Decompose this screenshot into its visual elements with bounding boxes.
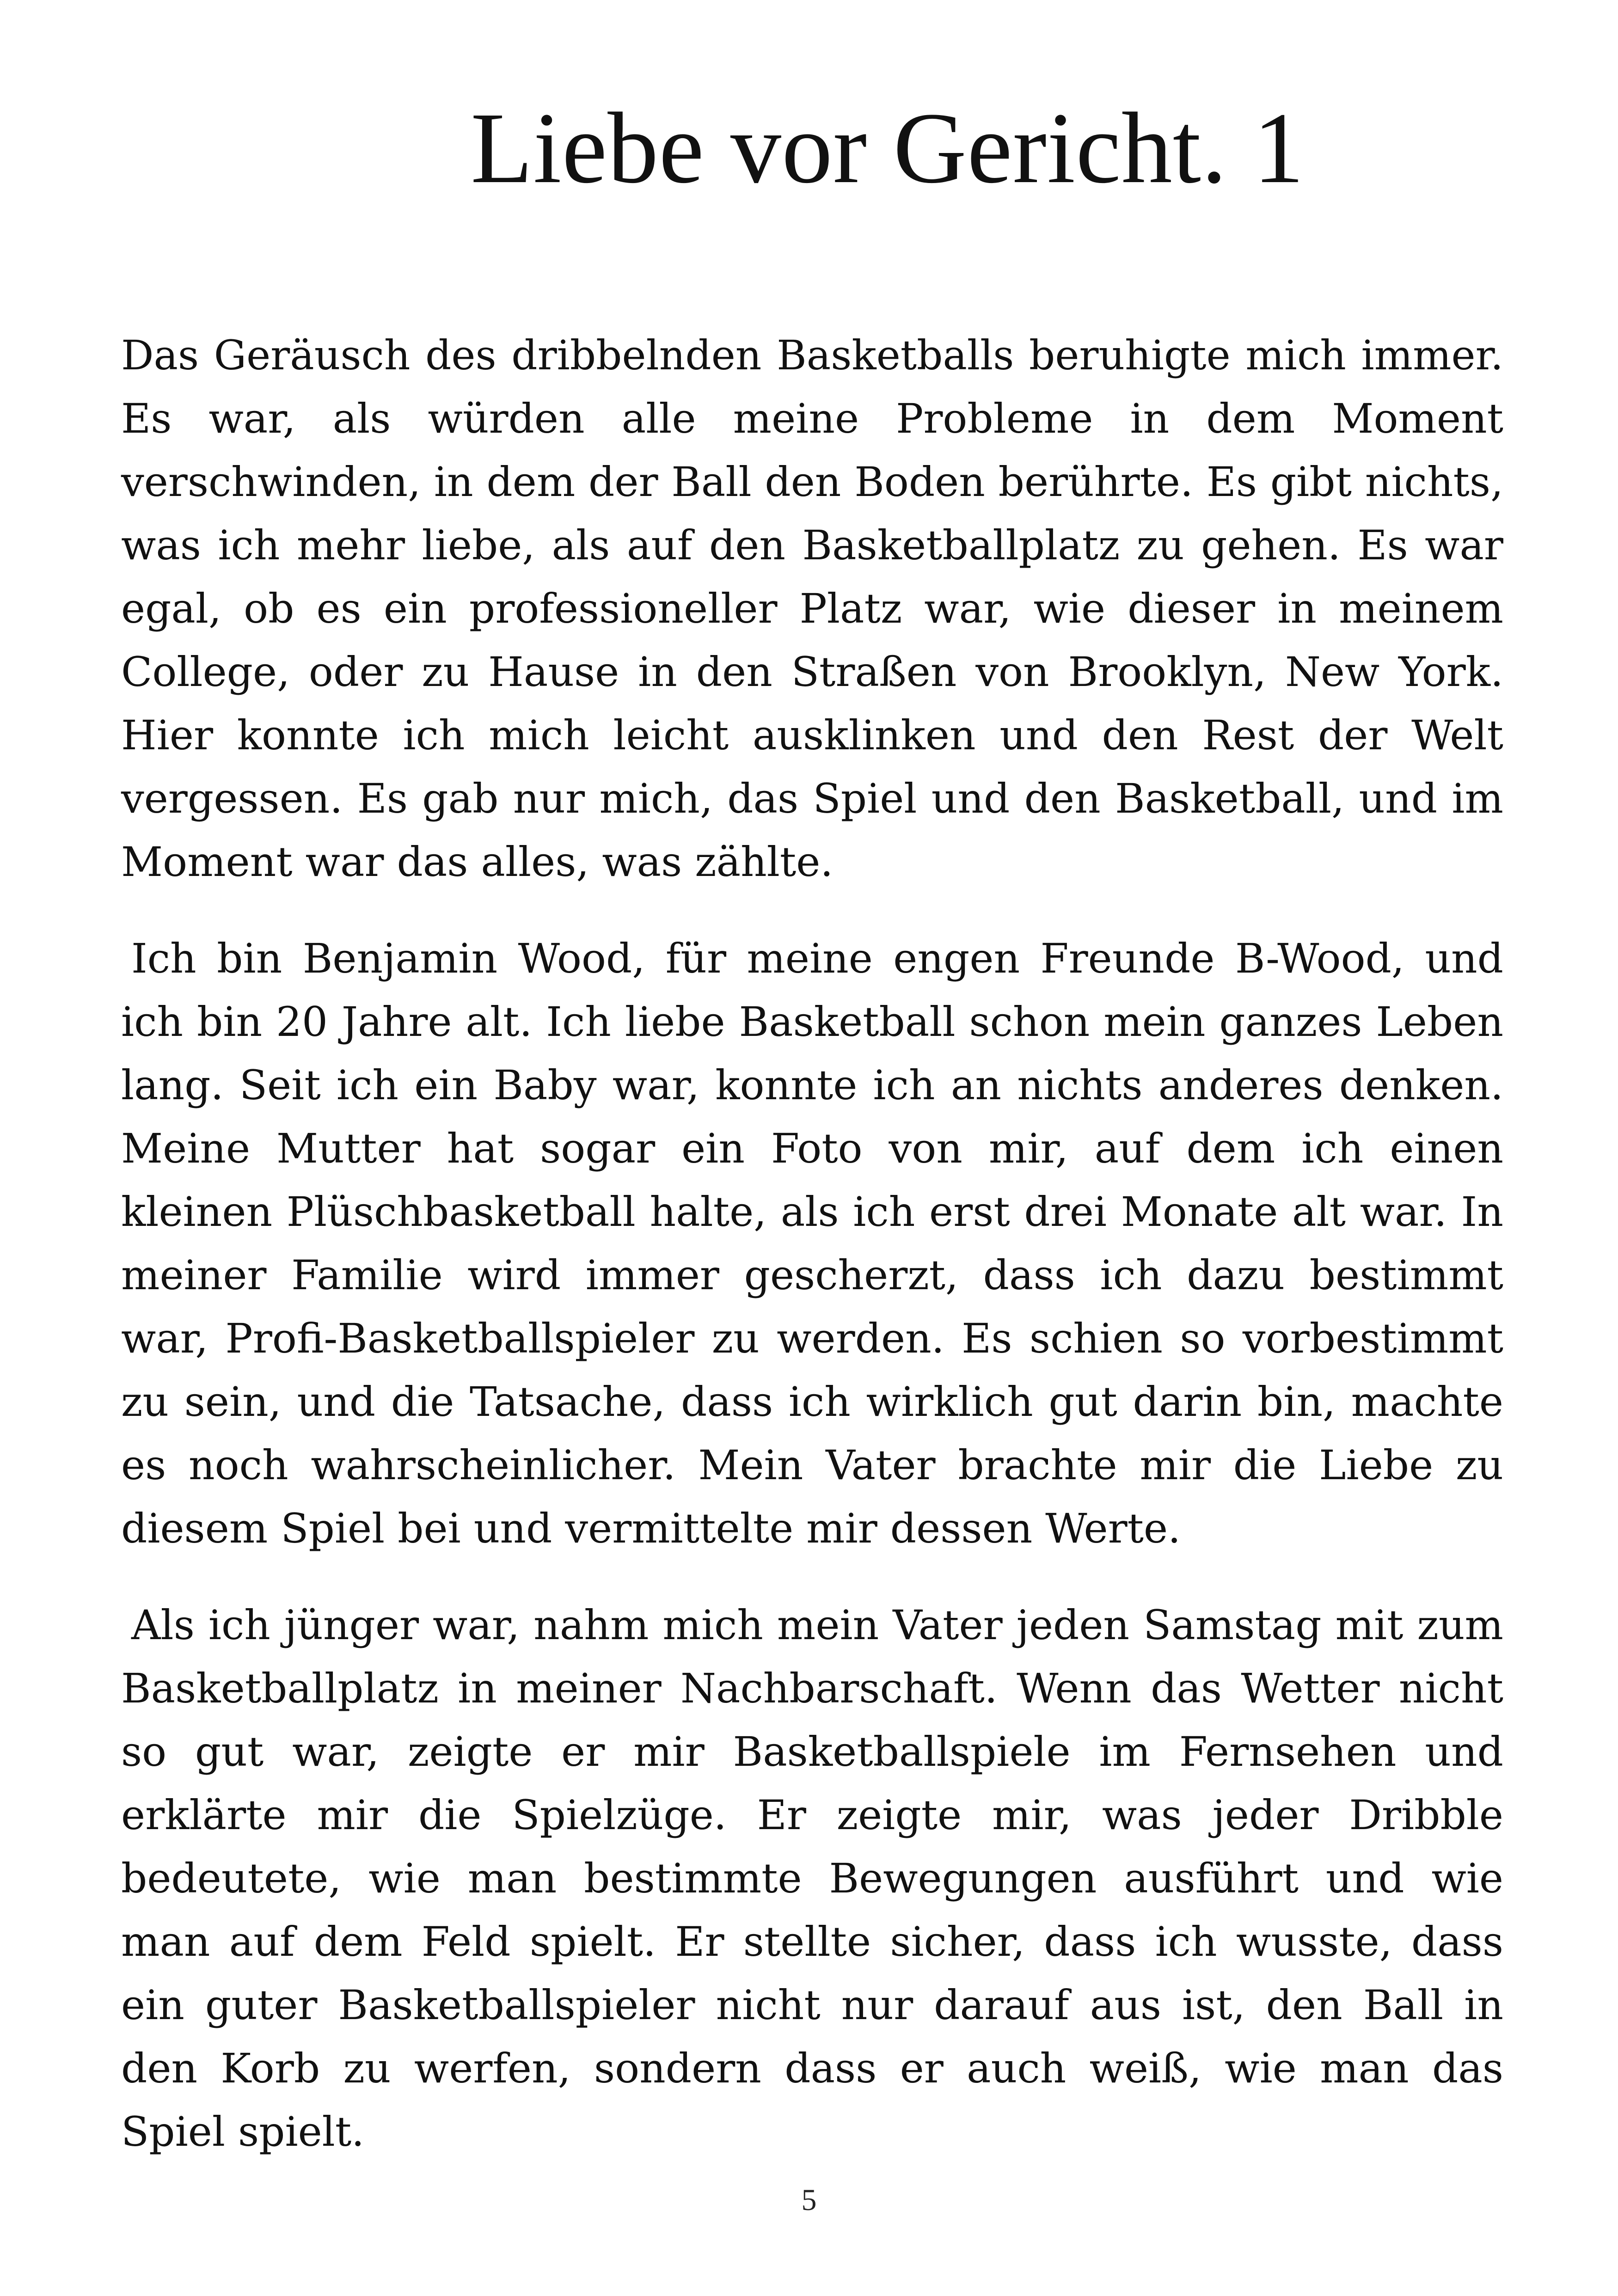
paragraph-2: Ich bin Benjamin Wood, für meine engen Freunde B-Wood, und ich bin 20 Jahre alt. Ich liebe Basketball schon mein ganzes Leben lang. Seit ich ein Baby war, konnte ich an nichts anderes denken. Meine Mutter hat sogar ein Foto von mir, auf dem ich einen kleinen Plüschbasketball halte, als ich erst drei Monate alt war. In meiner Familie wird immer gescherzt, dass ich dazu bestimmt war, Profi-Basketballspieler zu werden. Es schien so vorbestimmt zu sein, und die Tatsache, dass ich wirklich gut darin bin, machte es noch wahrscheinlicher. Mein Vater brachte mir die Liebe zu diesem Spiel bei und vermittelte mir dessen Werte. — [121, 935, 1503, 1552]
paragraph-1: Das Geräusch des dribbelnden Basketballs beruhigte mich immer. Es war, als würden alle meine Probleme in dem Moment verschwinden, in dem der Ball den Boden berührte. Es gibt nichts, was ich mehr liebe, als auf den Basketballplatz zu gehen. Es war egal, ob es ein professioneller Platz war, wie dieser in meinem College, oder zu Hause in den Straßen von Brooklyn, New York. Hier konnte ich mich leicht ausklinken und den Rest der Welt vergessen. Es gab nur mich, das Spiel und den Basketball, und im Moment war das alles, was zählte. — [121, 331, 1503, 886]
page-number: 5 — [801, 2183, 817, 2217]
chapter-title: Liebe vor Gericht. 1 — [471, 92, 1305, 204]
paragraph-3: Als ich jünger war, nahm mich mein Vater jeden Samstag mit zum Basketballplatz in meiner Nachbarschaft. Wenn das Wetter nicht so gut war, zeigte er mir Basketballspiele im Fernsehen und erklärte mir die Spielzüge. Er zeigte mir, was jeder Dribble bedeutete, wie man bestimmte Bewegungen ausführt und wie man auf dem Feld spielt. Er stellte sicher, dass ich wusste, dass ein guter Basketballspieler nicht nur darauf aus ist, den Ball in den Korb zu werfen, sondern dass er auch weiß, wie man das Spiel spielt. — [121, 1601, 1503, 2155]
chapter-body — [121, 324, 1503, 2197]
